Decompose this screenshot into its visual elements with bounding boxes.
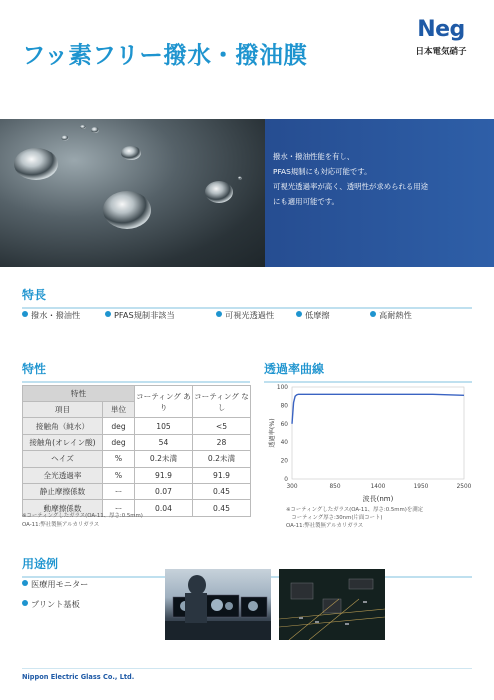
pcb-illustration xyxy=(279,569,385,640)
bullet-icon xyxy=(216,311,222,317)
feature-label: 可視光透過性 xyxy=(225,310,275,320)
row-item: ヘイズ xyxy=(23,451,103,467)
note-line: ※コーティングしたガラス(OA-11、厚さ:0.5mm)を測定 xyxy=(286,507,424,513)
use-label: 医療用モニター xyxy=(31,579,89,589)
row-unit: ー xyxy=(103,500,135,516)
row-uncoated: 28 xyxy=(193,434,251,450)
row-unit: deg xyxy=(103,434,135,450)
printed-circuit-board-photo xyxy=(279,569,385,640)
x-tick-label: 2500 xyxy=(456,484,472,490)
water-droplets-photo xyxy=(0,119,265,267)
y-axis-label: 透過率(%) xyxy=(269,418,276,448)
subheader-item: 項目 xyxy=(23,402,103,418)
plot-frame xyxy=(292,387,464,479)
row-coated: 0.07 xyxy=(135,483,193,499)
y-tick-label: 0 xyxy=(284,477,288,483)
row-uncoated: 0.45 xyxy=(193,500,251,516)
transmission-heading: 透過率曲線 xyxy=(264,362,325,376)
properties-table xyxy=(22,385,251,517)
note-line: OA-11:弊社製無アルカリガラス xyxy=(22,522,100,528)
x-axis-label: 波長(nm) xyxy=(362,495,394,503)
bullet-icon xyxy=(105,311,111,317)
table-row xyxy=(23,451,251,467)
monitor-illustration xyxy=(165,569,271,640)
header-coated: コーティング あり xyxy=(135,386,193,418)
note-line: コーティング厚さ:30nm(片面コート) xyxy=(286,515,383,521)
table-row xyxy=(23,483,251,499)
bullet-icon xyxy=(22,600,28,606)
medical-monitor-photo xyxy=(165,569,271,640)
header-property: 特性 xyxy=(23,386,135,402)
row-uncoated: <5 xyxy=(193,418,251,434)
x-tick-label: 850 xyxy=(329,484,341,490)
y-axis-ticks xyxy=(277,385,288,483)
header-uncoated: コーティング なし xyxy=(193,386,251,418)
feature-label: 低摩擦 xyxy=(305,310,330,320)
hero-line: 可視光透過率が高く、透明性が求められる用途 xyxy=(273,182,429,191)
company-logo xyxy=(406,18,476,57)
droplets-illustration xyxy=(0,119,265,267)
row-item: 全光透過率 xyxy=(23,467,103,483)
bullet-icon xyxy=(22,580,28,586)
transmission-chart xyxy=(264,380,476,508)
hero-description xyxy=(273,149,489,209)
feature-label: 撥水・撥油性 xyxy=(31,310,81,320)
use-label: プリント基板 xyxy=(31,599,80,609)
row-coated: 0.04 xyxy=(135,500,193,516)
row-item: 接触角(オレイン酸) xyxy=(23,434,103,450)
footer-company-name: Nippon Electric Glass Co., Ltd. xyxy=(22,673,135,681)
row-unit: deg xyxy=(103,418,135,434)
feature-item xyxy=(296,310,330,321)
bullet-icon xyxy=(22,311,28,317)
uses-heading: 用途例 xyxy=(22,557,59,571)
row-item: 接触角（純水） xyxy=(23,418,103,434)
feature-item xyxy=(216,310,274,321)
row-unit: % xyxy=(103,451,135,467)
hero-line: PFAS規制にも対応可能です。 xyxy=(273,167,372,176)
row-uncoated: 0.2未満 xyxy=(193,451,251,467)
y-tick-label: 20 xyxy=(280,458,288,465)
transmittance-curve xyxy=(292,394,464,423)
x-tick-label: 1400 xyxy=(370,484,386,490)
page-title: フッ素フリー撥水・撥油膜 xyxy=(22,41,308,69)
logo-company-name: 日本電気硝子 xyxy=(415,47,467,57)
note-line: OA-11:弊社製無アルカリガラス xyxy=(286,523,364,529)
y-tick-label: 100 xyxy=(276,385,288,391)
table-row xyxy=(23,434,251,450)
x-tick-label: 300 xyxy=(286,484,298,490)
x-axis-ticks xyxy=(286,484,471,490)
row-unit: ー xyxy=(103,483,135,499)
logo-mark: Neg xyxy=(417,17,465,42)
chart-footnote xyxy=(286,506,486,530)
feature-item xyxy=(105,310,175,321)
feature-label: PFAS規制非該当 xyxy=(114,310,175,320)
subheader-unit: 単位 xyxy=(103,402,135,418)
row-item: 動摩擦係数 xyxy=(23,500,103,516)
feature-label: 高耐熱性 xyxy=(379,310,412,320)
hero-line: にも適用可能です。 xyxy=(273,197,339,206)
row-uncoated: 91.9 xyxy=(193,467,251,483)
hero-line: 撥水・撥油性能を有し、 xyxy=(273,152,355,161)
y-tick-label: 40 xyxy=(280,440,288,447)
properties-heading: 特性 xyxy=(22,362,47,376)
bullet-icon xyxy=(370,311,376,317)
bullet-icon xyxy=(296,311,302,317)
y-tick-label: 60 xyxy=(280,421,288,428)
feature-item xyxy=(370,310,412,321)
uses-list xyxy=(22,579,88,619)
row-item: 静止摩擦係数 xyxy=(23,483,103,499)
hero-description-panel xyxy=(265,119,494,267)
use-item xyxy=(22,579,88,590)
table-row xyxy=(23,467,251,483)
table-footnote xyxy=(22,512,252,530)
y-tick-label: 80 xyxy=(280,403,288,410)
feature-item xyxy=(22,310,80,321)
row-coated: 0.2未満 xyxy=(135,451,193,467)
use-item xyxy=(22,599,88,610)
row-coated: 54 xyxy=(135,434,193,450)
table-row xyxy=(23,418,251,434)
features-heading: 特長 xyxy=(22,288,47,302)
note-line: ※コーティングしたガラス(OA-11、厚さ:0.5mm) xyxy=(22,513,143,519)
x-tick-label: 1950 xyxy=(413,484,429,490)
row-coated: 105 xyxy=(135,418,193,434)
row-unit: % xyxy=(103,467,135,483)
footer-divider xyxy=(22,668,472,669)
row-coated: 91.9 xyxy=(135,467,193,483)
row-uncoated: 0.45 xyxy=(193,483,251,499)
